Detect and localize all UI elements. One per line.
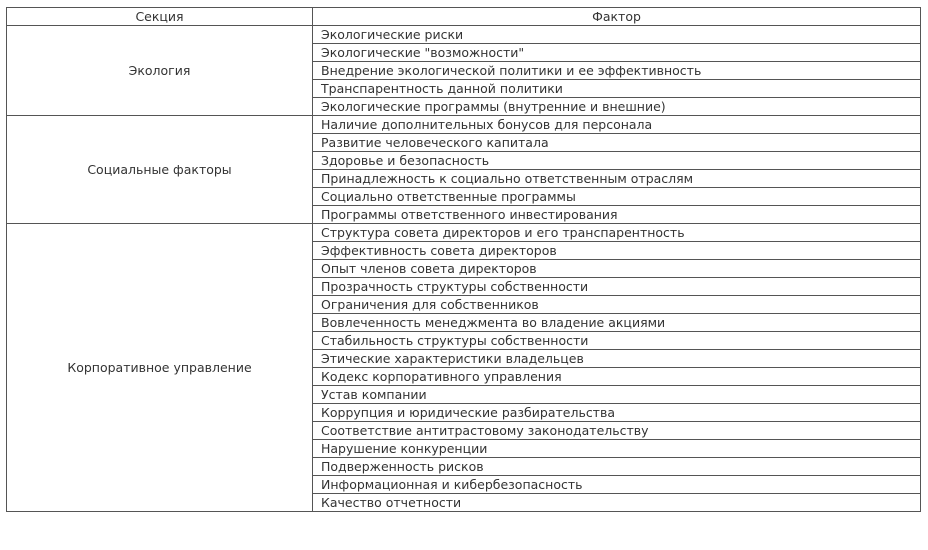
- section-column-header: Секция: [7, 8, 313, 26]
- factor-cell: Ограничения для собственников: [313, 296, 921, 314]
- factor-cell: Структура совета директоров и его транспарентность: [313, 224, 921, 242]
- factor-cell: Экологические "возможности": [313, 44, 921, 62]
- factor-cell: Принадлежность к социально ответственным отраслям: [313, 170, 921, 188]
- factor-cell: Эффективность совета директоров: [313, 242, 921, 260]
- section-cell: Социальные факторы: [7, 116, 313, 224]
- factor-cell: Нарушение конкуренции: [313, 440, 921, 458]
- header-row: [7, 8, 921, 26]
- factor-cell: Программы ответственного инвестирования: [313, 206, 921, 224]
- factor-cell: Соответствие антитрастовому законодательству: [313, 422, 921, 440]
- factor-cell: Вовлеченность менеджмента во владение акциями: [313, 314, 921, 332]
- factor-column-header: Фактор: [313, 8, 921, 26]
- factor-cell: Прозрачность структуры собственности: [313, 278, 921, 296]
- factor-cell: Экологические программы (внутренние и внешние): [313, 98, 921, 116]
- factor-cell: Опыт членов совета директоров: [313, 260, 921, 278]
- factor-cell: Информационная и кибербезопасность: [313, 476, 921, 494]
- factor-cell: Здоровье и безопасность: [313, 152, 921, 170]
- factor-cell: Подверженность рисков: [313, 458, 921, 476]
- factor-cell: Развитие человеческого капитала: [313, 134, 921, 152]
- factor-table: [6, 7, 921, 512]
- factor-cell: Стабильность структуры собственности: [313, 332, 921, 350]
- factor-cell: Этические характеристики владельцев: [313, 350, 921, 368]
- section-cell: Корпоративное управление: [7, 224, 313, 512]
- table-row: [7, 224, 921, 242]
- factor-cell: Устав компании: [313, 386, 921, 404]
- table-row: [7, 26, 921, 44]
- factor-cell: Внедрение экологической политики и ее эффективность: [313, 62, 921, 80]
- factor-cell: Кодекс корпоративного управления: [313, 368, 921, 386]
- factor-cell: Коррупция и юридические разбирательства: [313, 404, 921, 422]
- section-cell: Экология: [7, 26, 313, 116]
- factor-cell: Качество отчетности: [313, 494, 921, 512]
- factor-cell: Социально ответственные программы: [313, 188, 921, 206]
- factor-cell: Экологические риски: [313, 26, 921, 44]
- factor-cell: Наличие дополнительных бонусов для персонала: [313, 116, 921, 134]
- factor-cell: Транспарентность данной политики: [313, 80, 921, 98]
- table-body: [7, 26, 921, 512]
- table-row: [7, 116, 921, 134]
